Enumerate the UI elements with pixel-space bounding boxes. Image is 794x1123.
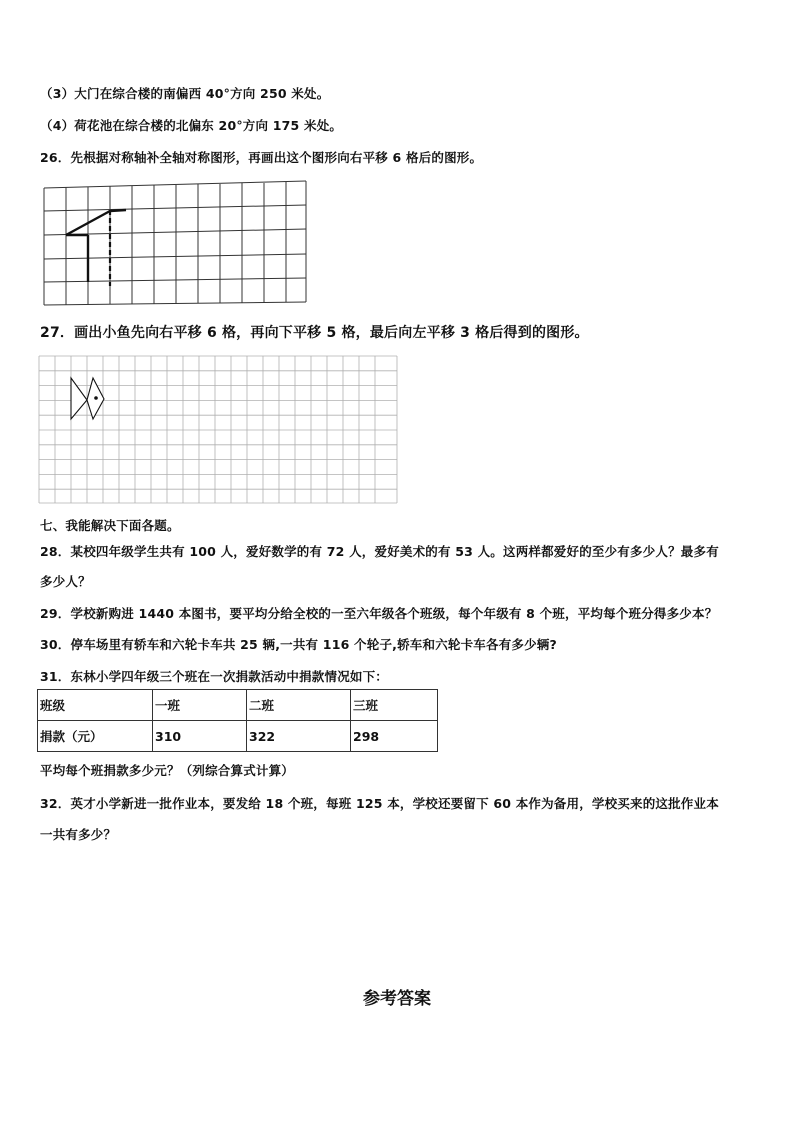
table-header-cell: 一班	[153, 690, 247, 721]
fish-grid	[38, 355, 398, 504]
table-cell: 322	[247, 721, 351, 752]
table-header-cell: 班级	[38, 690, 153, 721]
table-header-row	[38, 690, 438, 721]
table-header-cell: 二班	[247, 690, 351, 721]
half-shape	[66, 210, 126, 282]
question-32-line1: 32．英才小学新进一批作业本，要发给 18 个班，每班 125 本，学校还要留下 60 本作为备用，学校买来的这批作业本	[40, 796, 719, 811]
fish-eye	[94, 396, 98, 400]
question-27: 27．画出小鱼先向右平移 6 格，再向下平移 5 格，最后向左平移 3 格后得到的图形。	[40, 325, 589, 341]
question-30: 30．停车场里有轿车和六轮卡车共 25 辆,一共有 116 个轮子,轿车和六轮卡车各有多少辆?	[40, 637, 557, 652]
question-28-line1: 28．某校四年级学生共有 100 人，爱好数学的有 72 人，爱好美术的有 53 人。这两样都爱好的至少有多少人？最多有	[40, 544, 719, 559]
symmetry-grid-lines	[44, 181, 306, 305]
question-29: 29．学校新购进 1440 本图书，要平均分给全校的一至六年级各个班级，每个年级有 8 个班，平均每个班分得多少本？	[40, 606, 718, 621]
item-4-text: （4）荷花池在综合楼的北偏东 20°方向 175 米处。	[40, 118, 343, 133]
answers-title: 参考答案	[363, 989, 431, 1009]
question-26: 26．先根据对称轴补全轴对称图形，再画出这个图形向右平移 6 格后的图形。	[40, 150, 483, 165]
table-row	[38, 721, 438, 752]
question-32-line2: 一共有多少？	[40, 827, 117, 842]
table-header-cell: 三班	[351, 690, 438, 721]
question-28-line2: 多少人？	[40, 574, 91, 589]
table-cell: 310	[153, 721, 247, 752]
question-31-prompt: 平均每个班捐款多少元？（列综合算式计算）	[40, 763, 295, 778]
symmetry-grid	[38, 178, 310, 308]
question-31: 31．东林小学四年级三个班在一次捐款活动中捐款情况如下：	[40, 669, 388, 684]
section-7-title: 七、我能解决下面各题。	[40, 518, 180, 533]
fish-icon	[71, 378, 104, 419]
donation-table	[37, 689, 438, 752]
table-cell: 298	[351, 721, 438, 752]
fish-tail	[71, 378, 87, 419]
item-3-text: （3）大门在综合楼的南偏西 40°方向 250 米处。	[40, 86, 330, 101]
table-cell: 捐款（元）	[38, 721, 153, 752]
